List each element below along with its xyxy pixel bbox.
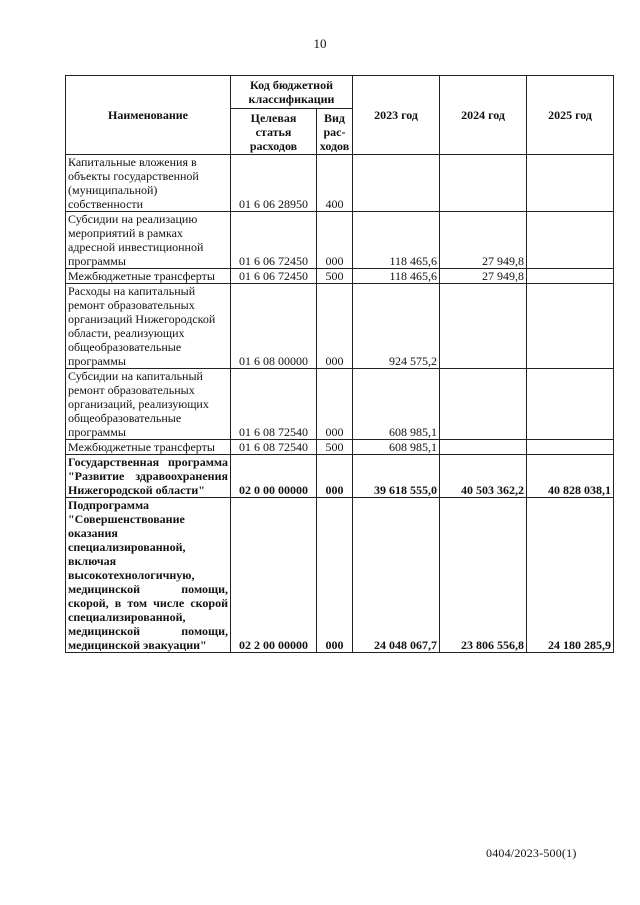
header-kind: Вид рас-ходов [317, 109, 353, 155]
row-target: 02 0 00 00000 [231, 455, 317, 498]
row-2023: 24 048 067,7 [353, 498, 440, 653]
row-2024: 27 949,8 [440, 212, 527, 269]
table-body [66, 155, 614, 653]
row-2025: 24 180 285,9 [527, 498, 614, 653]
header-2025: 2025 год [527, 76, 614, 155]
row-2023: 118 465,6 [353, 269, 440, 284]
row-2024: 23 806 556,8 [440, 498, 527, 653]
row-2024 [440, 369, 527, 440]
row-2025 [527, 369, 614, 440]
row-2025 [527, 212, 614, 269]
row-target: 02 2 00 00000 [231, 498, 317, 653]
row-2025 [527, 155, 614, 212]
row-2024: 40 503 362,2 [440, 455, 527, 498]
row-name: Расходы на капитальный ремонт образовательных организаций Нижегородской области, реализующих общеобразовательные программы [66, 284, 231, 369]
row-kind: 500 [317, 440, 353, 455]
header-2023: 2023 год [353, 76, 440, 155]
row-name: Капитальные вложения в объекты государственной (муниципальной) собственности [66, 155, 231, 212]
row-target: 01 6 08 00000 [231, 284, 317, 369]
row-target: 01 6 06 72450 [231, 269, 317, 284]
table-row [66, 455, 614, 498]
row-kind: 000 [317, 369, 353, 440]
row-2023: 608 985,1 [353, 440, 440, 455]
budget-table [65, 75, 614, 653]
table-row [66, 155, 614, 212]
row-2024 [440, 284, 527, 369]
row-kind: 000 [317, 212, 353, 269]
header-target: Целевая статья расходов [231, 109, 317, 155]
row-kind: 400 [317, 155, 353, 212]
header-code-group: Код бюджетной классификации [231, 76, 353, 109]
row-kind: 500 [317, 269, 353, 284]
table-header [66, 76, 614, 155]
row-name: Государственная программа "Развитие здравоохранения Нижегородской области" [66, 455, 231, 498]
row-2025: 40 828 038,1 [527, 455, 614, 498]
row-kind: 000 [317, 498, 353, 653]
row-2024: 27 949,8 [440, 269, 527, 284]
row-kind: 000 [317, 284, 353, 369]
row-2023 [353, 155, 440, 212]
header-2024: 2024 год [440, 76, 527, 155]
row-target: 01 6 06 28950 [231, 155, 317, 212]
row-2023: 608 985,1 [353, 369, 440, 440]
row-2025 [527, 284, 614, 369]
row-name: Межбюджетные трансферты [66, 269, 231, 284]
row-name: Субсидии на капитальный ремонт образовательных организаций, реализующих общеобразовательные программы [66, 369, 231, 440]
page-number: 10 [313, 36, 327, 51]
table-row [66, 498, 614, 653]
row-target: 01 6 06 72450 [231, 212, 317, 269]
row-2023: 39 618 555,0 [353, 455, 440, 498]
row-2025 [527, 269, 614, 284]
row-2023: 924 575,2 [353, 284, 440, 369]
table-row [66, 284, 614, 369]
table-row [66, 269, 614, 284]
row-target: 01 6 08 72540 [231, 440, 317, 455]
row-2025 [527, 440, 614, 455]
table-row [66, 212, 614, 269]
row-2024 [440, 440, 527, 455]
row-target: 01 6 08 72540 [231, 369, 317, 440]
row-name: Межбюджетные трансферты [66, 440, 231, 455]
footer-code: 0404/2023-500(1) [486, 846, 577, 860]
header-name: Наименование [66, 76, 231, 155]
row-2024 [440, 155, 527, 212]
row-2023: 118 465,6 [353, 212, 440, 269]
row-name: Подпрограмма "Совершенствование оказания специализированной, включая высокотехнологичную, медицинской помощи, скорой, в том числе скорой специализированной, медицинской помощи, медицинской эвакуации" [66, 498, 231, 653]
table-row [66, 440, 614, 455]
table-row [66, 369, 614, 440]
row-name: Субсидии на реализацию мероприятий в рамках адресной инвестиционной программы [66, 212, 231, 269]
row-kind: 000 [317, 455, 353, 498]
